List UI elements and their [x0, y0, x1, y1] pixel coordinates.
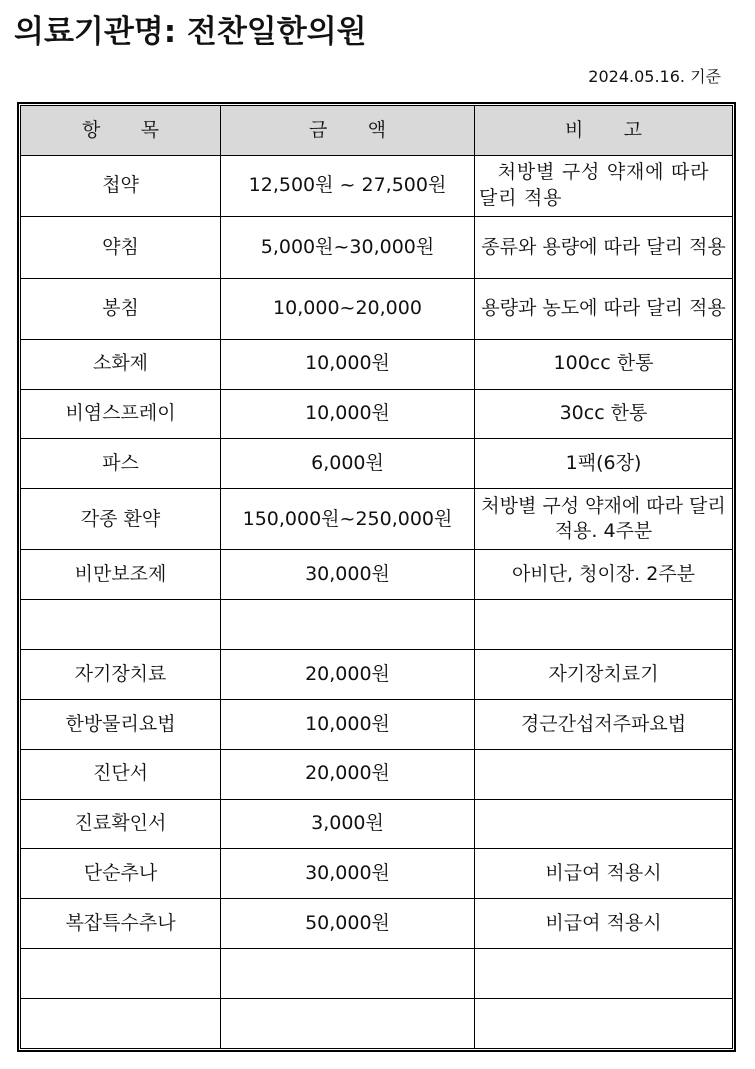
table-row [21, 650, 733, 700]
item-cell: 단순추나 [21, 849, 221, 899]
note-cell: 처방별 구성 약재에 따라 달리 적용 [475, 156, 733, 217]
note-cell: 용량과 농도에 따라 달리 적용 [475, 278, 733, 339]
table-header-row [21, 106, 733, 156]
item-cell: 약침 [21, 217, 221, 278]
page-title: 의료기관명: 전찬일한의원 [14, 14, 367, 50]
amount-cell [221, 949, 475, 999]
table-row [21, 998, 733, 1048]
fee-table-frame [17, 102, 736, 1052]
note-cell: 30cc 한통 [475, 389, 733, 439]
item-cell: 소화제 [21, 339, 221, 389]
table-row [21, 849, 733, 899]
item-cell: 자기장치료 [21, 650, 221, 700]
item-cell: 복잡특수추나 [21, 899, 221, 949]
item-cell: 파스 [21, 439, 221, 489]
item-cell [21, 949, 221, 999]
amount-cell: 20,000원 [221, 650, 475, 700]
table-row [21, 600, 733, 650]
table-row [21, 949, 733, 999]
table-row [21, 278, 733, 339]
amount-cell [221, 998, 475, 1048]
column-header-item: 항 목 [21, 106, 221, 156]
table-row [21, 799, 733, 849]
note-cell: 비급여 적용시 [475, 849, 733, 899]
note-cell: 경근간섭저주파요법 [475, 699, 733, 749]
basis-date: 2024.05.16. 기준 [588, 67, 721, 86]
item-cell [21, 998, 221, 1048]
note-cell [475, 749, 733, 799]
table-row [21, 339, 733, 389]
item-cell: 비만보조제 [21, 550, 221, 600]
note-cell: 비급여 적용시 [475, 899, 733, 949]
item-cell: 첩약 [21, 156, 221, 217]
amount-cell: 30,000원 [221, 849, 475, 899]
amount-cell [221, 600, 475, 650]
amount-cell: 20,000원 [221, 749, 475, 799]
table-row [21, 389, 733, 439]
amount-cell: 6,000원 [221, 439, 475, 489]
note-cell [475, 799, 733, 849]
note-cell: 아비단, 청이장. 2주분 [475, 550, 733, 600]
item-cell: 진단서 [21, 749, 221, 799]
item-cell: 한방물리요법 [21, 699, 221, 749]
note-cell: 100cc 한통 [475, 339, 733, 389]
item-cell: 비염스프레이 [21, 389, 221, 439]
note-cell: 처방별 구성 약재에 따라 달리 적용. 4주분 [475, 489, 733, 550]
item-cell: 봉침 [21, 278, 221, 339]
table-row [21, 217, 733, 278]
amount-cell: 50,000원 [221, 899, 475, 949]
table-row [21, 899, 733, 949]
fee-table [20, 105, 733, 1049]
column-header-note: 비 고 [475, 106, 733, 156]
amount-cell: 150,000원~250,000원 [221, 489, 475, 550]
item-cell: 진료확인서 [21, 799, 221, 849]
table-row [21, 156, 733, 217]
note-cell: 종류와 용량에 따라 달리 적용 [475, 217, 733, 278]
item-cell [21, 600, 221, 650]
note-cell [475, 600, 733, 650]
amount-cell: 10,000~20,000 [221, 278, 475, 339]
table-row [21, 550, 733, 600]
amount-cell: 12,500원 ~ 27,500원 [221, 156, 475, 217]
column-header-amount: 금 액 [221, 106, 475, 156]
note-cell [475, 949, 733, 999]
note-cell: 1팩(6장) [475, 439, 733, 489]
amount-cell: 5,000원~30,000원 [221, 217, 475, 278]
note-cell [475, 998, 733, 1048]
table-row [21, 749, 733, 799]
amount-cell: 10,000원 [221, 699, 475, 749]
amount-cell: 10,000원 [221, 339, 475, 389]
table-row [21, 439, 733, 489]
amount-cell: 3,000원 [221, 799, 475, 849]
table-row [21, 699, 733, 749]
amount-cell: 30,000원 [221, 550, 475, 600]
note-cell: 자기장치료기 [475, 650, 733, 700]
amount-cell: 10,000원 [221, 389, 475, 439]
item-cell: 각종 환약 [21, 489, 221, 550]
table-row [21, 489, 733, 550]
